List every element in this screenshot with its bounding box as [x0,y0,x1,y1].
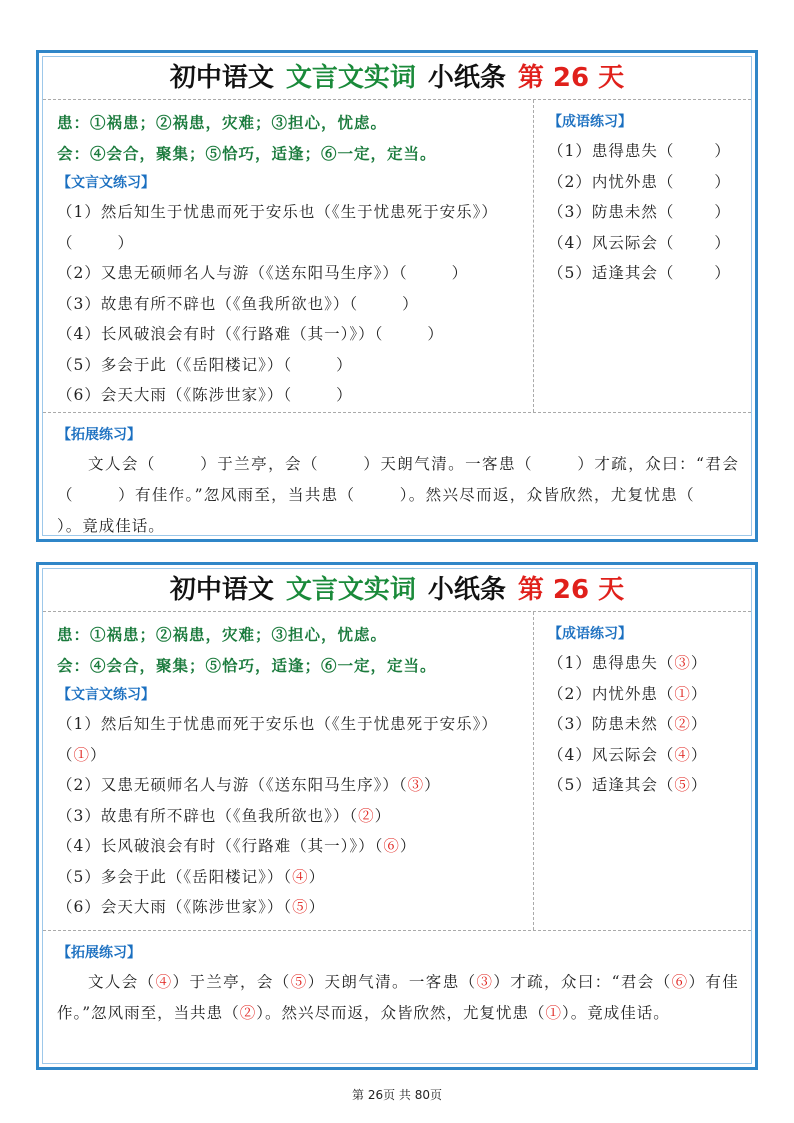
lower-section [43,930,751,1029]
chengyu-item: （4）风云际会（ ） [548,233,731,252]
left-column [43,612,533,930]
definition-huan: 患：①祸患；②祸患，灾难；③担心，忧虑。 [57,625,388,644]
answer: ② [358,806,375,825]
chengyu-item: （3）防患未然（ ） [548,203,731,221]
answer: ④ [292,867,309,886]
right-column [533,612,751,930]
left-column [43,100,533,412]
wenyan-item: （6）会天大雨（《陈涉世家》）（ ） [57,386,353,404]
card-title: 初中语文 文言文实词 小纸条 第 26 天 [169,63,625,93]
answer: ② [674,715,691,733]
wenyan-item: （3）故患有所不辟也（《鱼我所欲也》）（②） [57,806,392,825]
wenyan-item: （5）多会于此（《岳阳楼记》）（ ） [57,355,353,374]
answer: ① [674,684,691,703]
answer-blank[interactable]: （ ） [57,233,135,252]
upper-section [43,99,751,412]
wenyan-item: （2）又患无硕师名人与游（《送东阳马生序》）（③） [57,776,441,794]
section-heading-tuozhan: 【拓展练习】 [57,945,141,961]
chengyu-item: （4）风云际会（④） [548,745,708,764]
section-heading-chengyu: 【成语练习】 [548,114,632,130]
wenyan-item: （2）又患无硕师名人与游（《送东阳马生序》）（ ） [57,264,469,282]
definition-hui: 会：④会合，聚集；⑤恰巧，适逢；⑥一定，定当。 [57,143,437,163]
answer: ⑤ [674,776,691,794]
tuozhan-paragraph: 文人会（④）于兰亭，会（⑤）天朗气清。一客患（③）才疏，众曰：“君会（⑥）有佳作。”忽风雨至，当共患（②）。然兴尽而返，众皆欣然，尤复忧患（①）。竟成佳话。 [57,973,739,1022]
chengyu-item: （5）适逢其会（⑤） [548,776,708,794]
chengyu-item: （2）内忧外患（①） [548,684,708,703]
wenyan-item: （1）然后知生于忧患而死于安乐也（《生于忧患死于安乐》） [57,203,498,221]
wenyan-item: （4）长风破浪会有时（《行路难（其一）》）（⑥） [57,837,417,855]
section-heading-chengyu: 【成语练习】 [548,626,632,642]
definition-hui: 会：④会合，聚集；⑤恰巧，适逢；⑥一定，定当。 [57,655,437,675]
page-footer: 第 26页 共 80页 [352,1088,442,1102]
section-heading-wenyan: 【文言文练习】 [57,175,155,191]
wenyan-item: （6）会天大雨（《陈涉世家》）（⑤） [57,898,326,916]
upper-section [43,611,751,930]
answer: ③ [674,654,691,672]
wenyan-item: （3）故患有所不辟也（《鱼我所欲也》）（ ） [57,294,419,313]
chengyu-item: （1）患得患失（ ） [548,142,731,160]
definition-huan: 患：①祸患；②祸患，灾难；③担心，忧虑。 [57,113,388,132]
section-heading-wenyan: 【文言文练习】 [57,687,155,703]
wenyan-item: （4）长风破浪会有时（《行路难（其一）》）（ ） [57,325,444,343]
answer-card [36,562,758,1070]
answer: ③ [407,776,425,794]
wenyan-item: （1）然后知生于忧患而死于安乐也（《生于忧患死于安乐》） [57,715,498,733]
chengyu-item: （2）内忧外患（ ） [548,172,731,191]
right-column [533,100,751,412]
chengyu-item: （5）适逢其会（ ） [548,264,731,282]
chengyu-item: （3）防患未然（②） [548,715,708,733]
answer: ④ [674,745,691,764]
section-heading-tuozhan: 【拓展练习】 [57,427,141,443]
card-title: 初中语文 文言文实词 小纸条 第 26 天 [169,575,625,605]
chengyu-item: （1）患得患失（③） [548,654,708,672]
tuozhan-paragraph: 文人会（ ）于兰亭，会（ ）天朗气清。一客患（ ）才疏，众曰：“君会（ ）有佳作。”忽风雨至，当共患（ ）。然兴尽而返，众皆欣然，尤复忧患（）。竟成佳话。 [57,455,739,535]
answer: （①） [57,745,107,764]
answer: ⑥ [383,837,400,855]
lower-section [43,412,751,542]
answer: ⑤ [292,898,309,916]
wenyan-item: （5）多会于此（《岳阳楼记》）（④） [57,867,326,886]
exercise-card [36,50,758,542]
